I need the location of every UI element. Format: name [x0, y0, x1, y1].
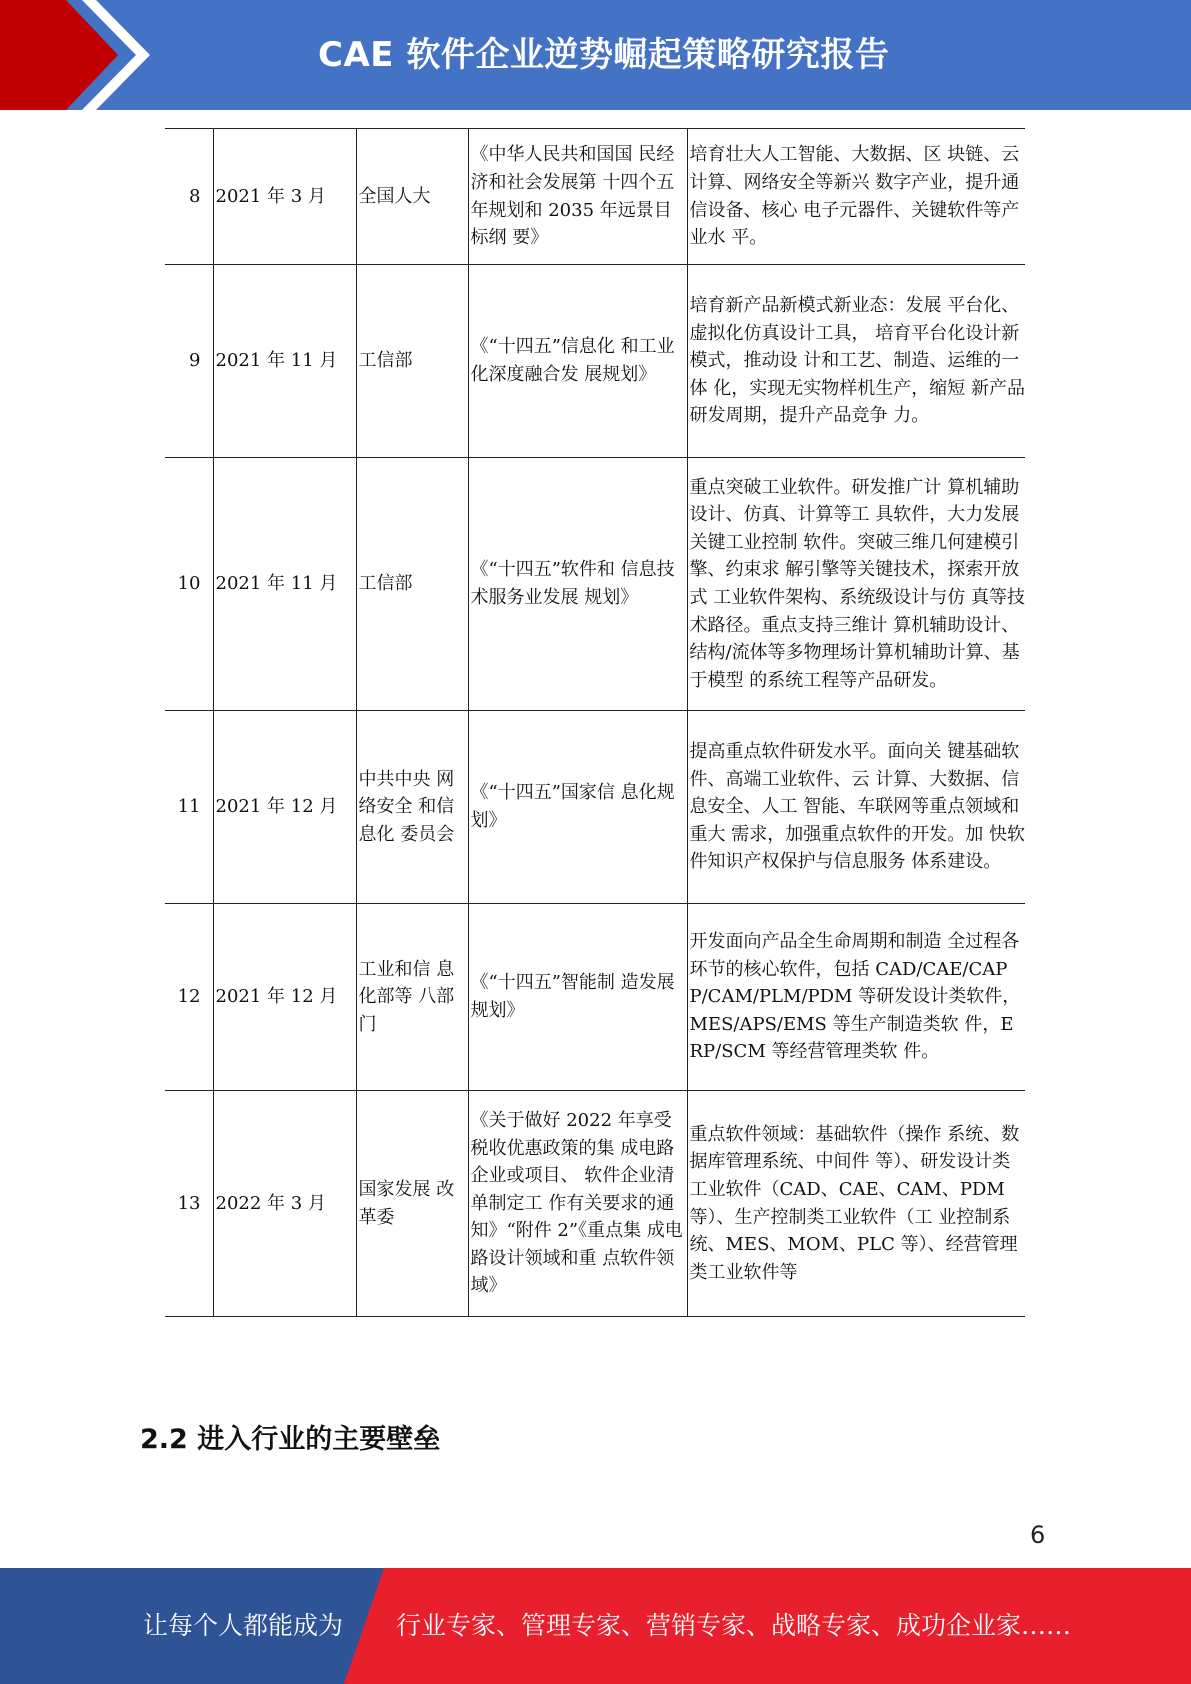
row-issuer: 工信部	[356, 458, 468, 711]
row-issuer: 工业和信 息化部等 八部门	[356, 904, 468, 1091]
row-date: 2021 年 12 月	[213, 711, 356, 904]
row-issuer: 工信部	[356, 265, 468, 458]
row-content: 重点突破工业软件。研发推广计 算机辅助设计、仿真、计算等工 具软件，大力发展关键工业控制 软件。突破三维几何建模引擎、约束求 解引擎等关键技术，探索开放式 工业软件架构、系统级设计与仿 真等技术路径。重点支持三维计 算机辅助设计、结构/流体等多物理场计算机辅助计算、基于模型 的系统工程等产品研发。	[687, 458, 1025, 711]
row-document: 《“十四五”信息化 和工业化深度融合发 展规划》	[468, 265, 687, 458]
row-number: 12	[165, 904, 213, 1091]
header-arrow-decoration	[0, 0, 160, 110]
table-row	[165, 1091, 1025, 1317]
row-number: 13	[165, 1091, 213, 1317]
row-content: 重点软件领域：基础软件（操作 系统、数据库管理系统、中间件 等）、研发设计类工业软件（CAD、CAE、CAM、PDM 等）、生产控制类工业软件（工 业控制系统、MES、MOM、PLC 等）、经营管理类工业软件等	[687, 1091, 1025, 1317]
row-content: 培育新产品新模式新业态：发展 平台化、虚拟化仿真设计工具， 培育平台化设计新模式，推动设 计和工艺、制造、运维的一体 化，实现无实物样机生产，缩短 新产品研发周期，提升产品竞争 力。	[687, 265, 1025, 458]
row-date: 2021 年 3 月	[213, 129, 356, 265]
row-date: 2021 年 11 月	[213, 458, 356, 711]
row-date: 2022 年 3 月	[213, 1091, 356, 1317]
row-document: 《“十四五”软件和 信息技术服务业发展 规划》	[468, 458, 687, 711]
table-row	[165, 265, 1025, 458]
row-date: 2021 年 12 月	[213, 904, 356, 1091]
table-row	[165, 129, 1025, 265]
footer-slogan-left: 让每个人都能成为	[143, 1611, 344, 1640]
row-number: 9	[165, 265, 213, 458]
row-document: 《“十四五”智能制 造发展规划》	[468, 904, 687, 1091]
row-content: 培育壮大人工智能、大数据、区 块链、云计算、网络安全等新兴 数字产业，提升通信设备、核心 电子元器件、关键软件等产业水 平。	[687, 129, 1025, 265]
page-number: 6	[1030, 1521, 1046, 1549]
table-row	[165, 711, 1025, 904]
row-number: 10	[165, 458, 213, 711]
header-title: CAE 软件企业逆势崛起策略研究报告	[318, 35, 890, 75]
page-footer	[0, 1568, 1191, 1684]
section-heading: 2.2 进入行业的主要壁垒	[140, 1424, 441, 1455]
row-issuer: 中共中央 网络安全 和信息化 委员会	[356, 711, 468, 904]
row-content: 开发面向产品全生命周期和制造 全过程各环节的核心软件，包括 CAD/CAE/CAPP/CAM/PLM/PDM 等研发设计类软件， MES/APS/EMS 等生产制造类软 件，ERP/SCM 等经营管理类软 件。	[687, 904, 1025, 1091]
row-issuer: 国家发展 改革委	[356, 1091, 468, 1317]
table-row	[165, 904, 1025, 1091]
row-content: 提高重点软件研发水平。面向关 键基础软件、高端工业软件、云 计算、大数据、信息安全、人工 智能、车联网等重点领域和重大 需求，加强重点软件的开发。加 快软件知识产权保护与信息服务 体系建设。	[687, 711, 1025, 904]
row-number: 8	[165, 129, 213, 265]
row-date: 2021 年 11 月	[213, 265, 356, 458]
row-number: 11	[165, 711, 213, 904]
row-document: 《中华人民共和国国 民经济和社会发展第 十四个五年规划和 2035 年远景目标纲 要》	[468, 129, 687, 265]
policy-table	[165, 128, 1025, 1317]
row-document: 《“十四五”国家信 息化规划》	[468, 711, 687, 904]
page-header	[0, 0, 1191, 110]
footer-slogan-right: 行业专家、管理专家、营销专家、战略专家、成功企业家……	[396, 1611, 1072, 1640]
row-issuer: 全国人大	[356, 129, 468, 265]
row-document: 《关于做好 2022 年享受税收优惠政策的集 成电路企业或项目、 软件企业清单制定工 作有关要求的通知》“附件 2”《重点集 成电路设计领域和重 点软件领域》	[468, 1091, 687, 1317]
table-row	[165, 458, 1025, 711]
